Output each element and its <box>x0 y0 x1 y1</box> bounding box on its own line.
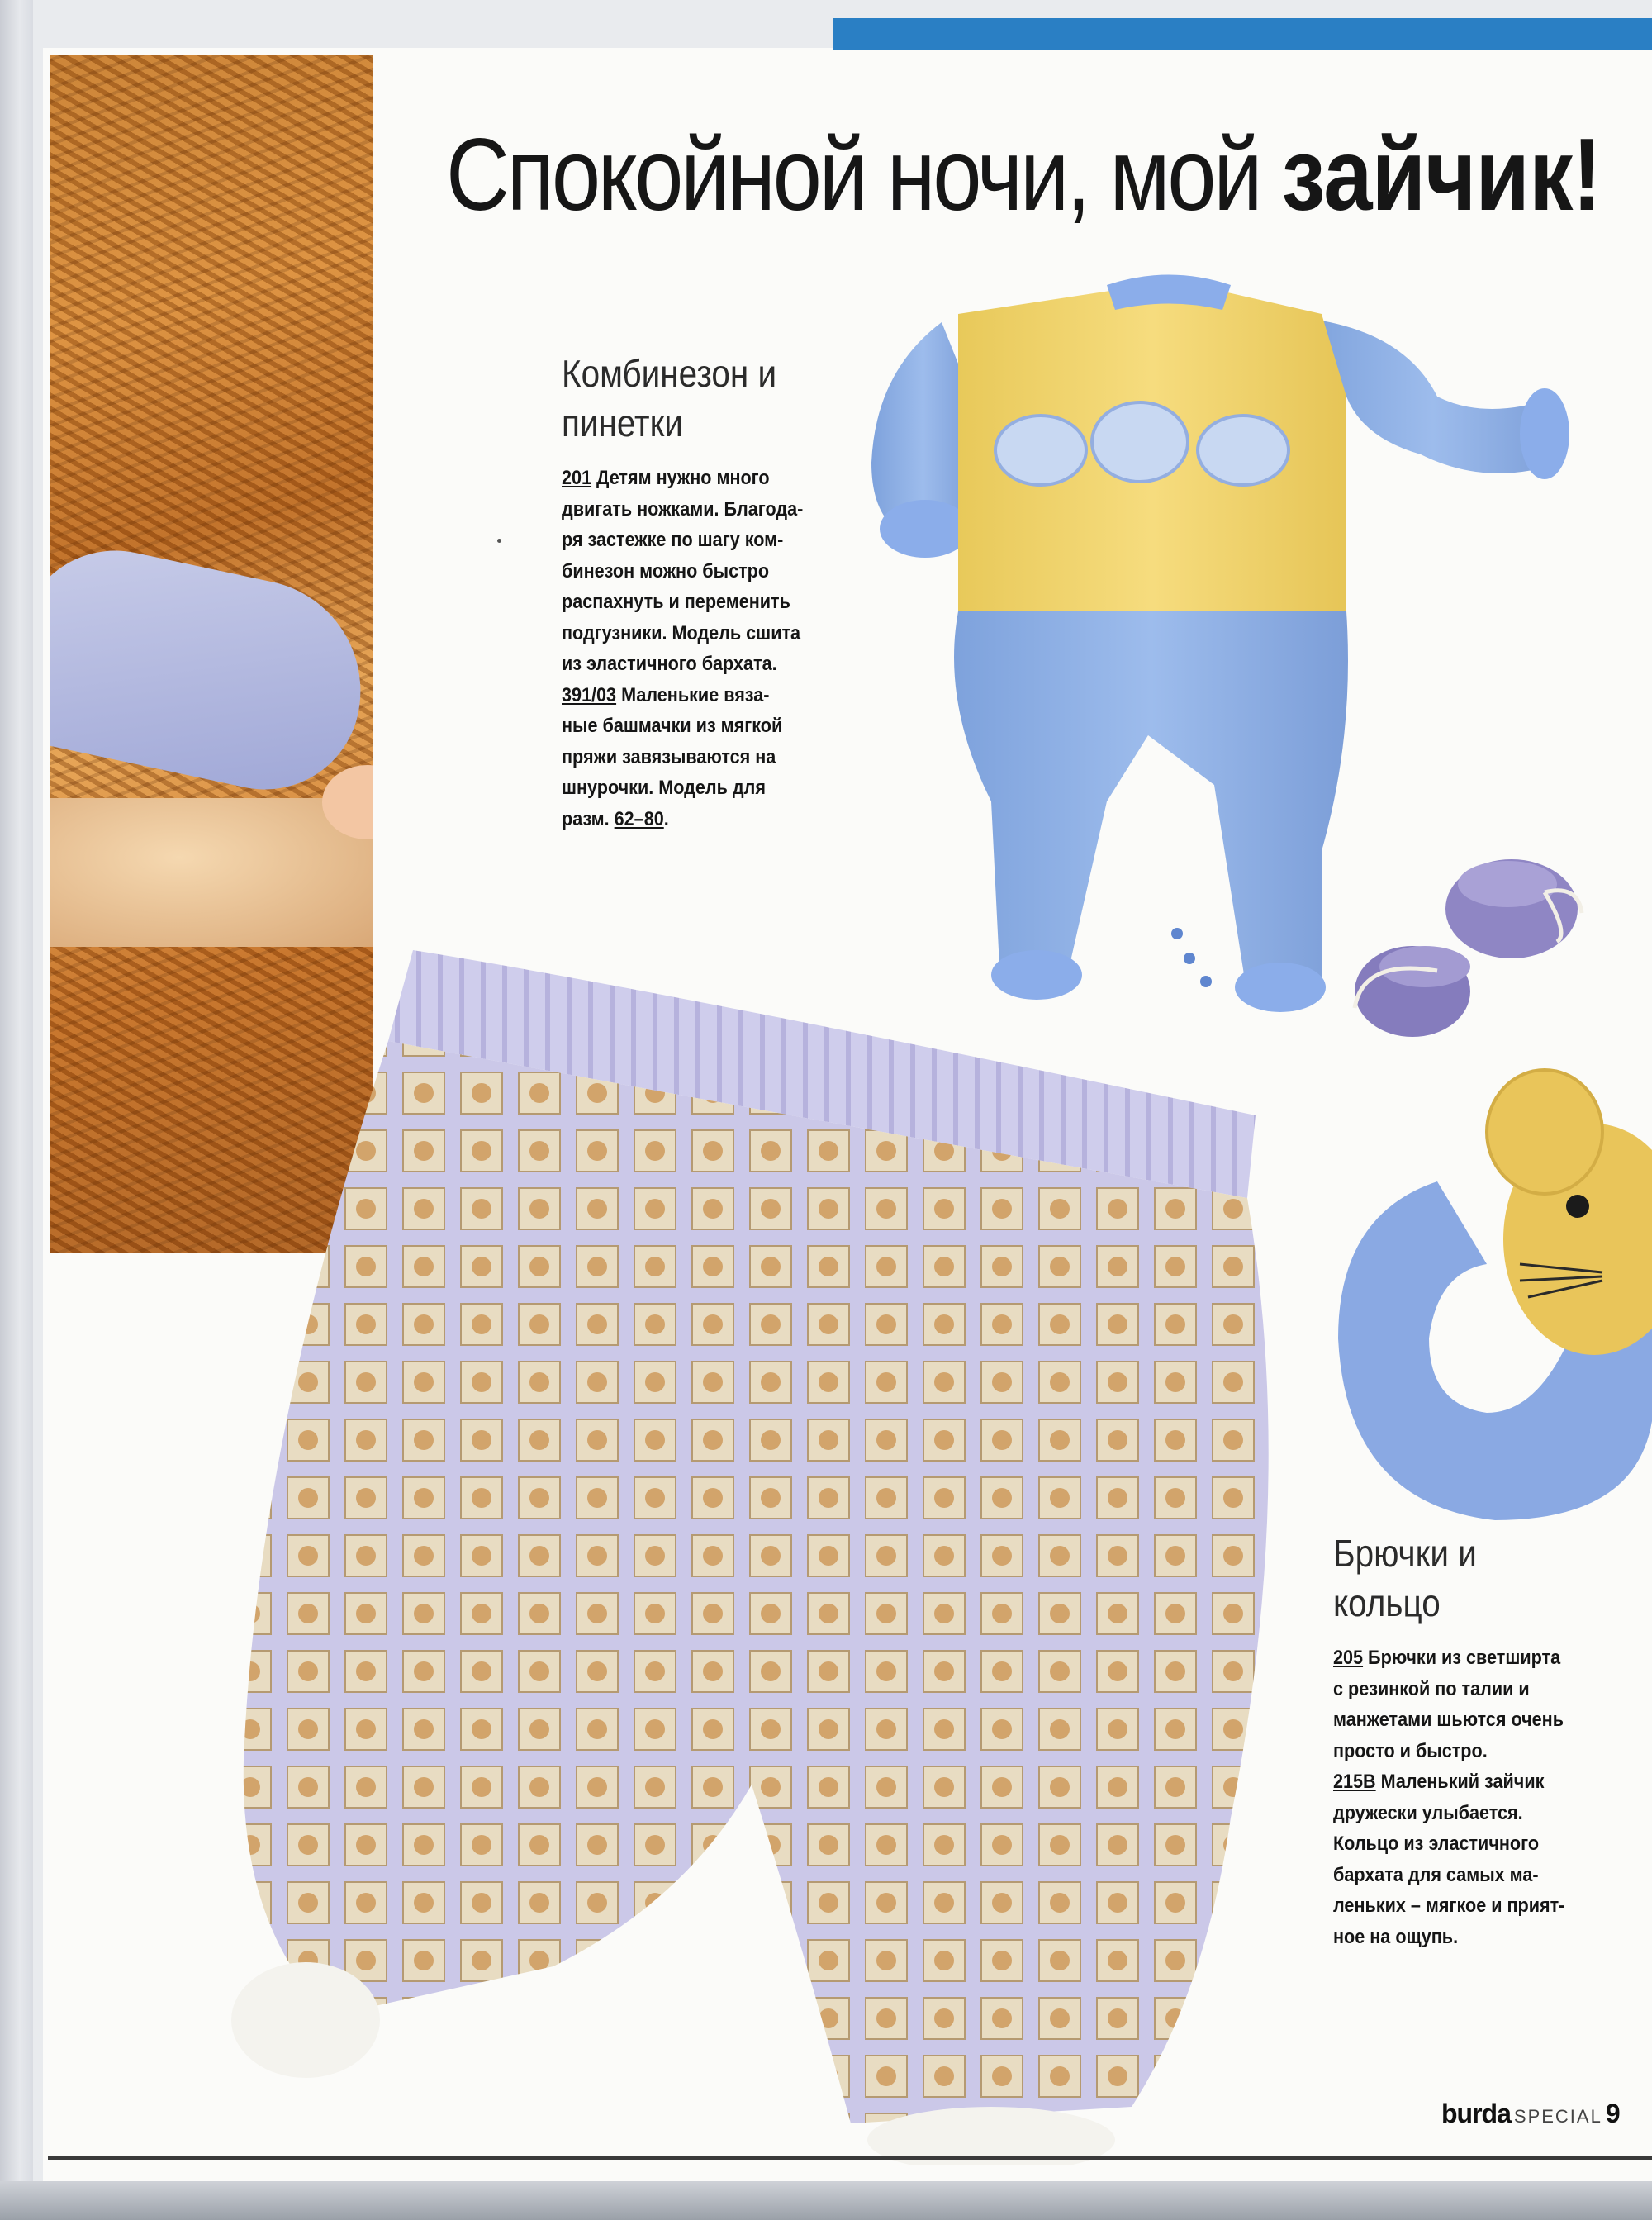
body-line-text: двигать ножками. Благода- <box>562 497 804 521</box>
pants-left-cuff <box>231 1962 380 2078</box>
applique-left <box>995 416 1086 485</box>
scan-edge-bottom <box>0 2181 1652 2220</box>
body-line <box>1333 1704 1578 1736</box>
applique-right <box>1198 416 1289 485</box>
body-line-text: с резинкой по талии и <box>1333 1677 1530 1700</box>
body-line <box>1333 1890 1578 1922</box>
body-line-text: Маленький зайчик <box>1375 1771 1545 1793</box>
romper-body-text <box>562 463 859 834</box>
body-line-text: просто и быстро. <box>1333 1739 1488 1762</box>
pants-body-text <box>1333 1642 1606 1952</box>
body-line <box>562 556 829 587</box>
body-line-text: распахнуть и переменить <box>562 591 790 613</box>
ring-toy-photo <box>1322 1024 1652 1537</box>
body-line-text: леньких – мягкое и прият- <box>1333 1894 1565 1917</box>
body-line <box>562 525 829 556</box>
body-line-text: шнурочки. Модель для <box>562 777 766 799</box>
romper-subhead <box>562 349 824 448</box>
body-line-text: Брючки из светширта <box>1363 1647 1561 1669</box>
body-line <box>562 804 829 835</box>
body-line <box>1333 1922 1578 1953</box>
pants-body <box>244 1041 1269 2123</box>
body-line-text: ные башмачки из мягкой <box>562 715 783 737</box>
body-line <box>562 587 829 618</box>
romper-subhead-line-1: Комбинезон и <box>562 352 777 395</box>
body-line <box>562 618 829 649</box>
page-edge-line <box>48 2156 1652 2160</box>
body-line <box>562 463 829 494</box>
body-line-text: пряжи завязываются на <box>562 745 776 768</box>
bootie-back-cuff <box>1458 861 1557 907</box>
body-line <box>1333 1798 1578 1829</box>
booties-photo <box>1346 834 1594 1049</box>
body-line <box>1333 1642 1578 1674</box>
pants-description <box>1333 1528 1606 1952</box>
page-folio <box>1441 2099 1621 2129</box>
body-line-text: манжетами шьются очень <box>1333 1709 1564 1731</box>
romper-subhead-line-2: пинетки <box>562 402 683 444</box>
size-range: 62–80 <box>614 807 664 830</box>
brand-name: burda <box>1441 2099 1511 2128</box>
romper-description <box>562 349 859 834</box>
accent-bar <box>833 18 1652 50</box>
brand-special: SPECIAL <box>1513 2106 1602 2127</box>
scan-edge-left <box>0 0 33 2220</box>
body-line-tail: . <box>663 807 669 830</box>
body-line <box>1333 1860 1578 1891</box>
mouse-ear <box>1487 1070 1602 1194</box>
romper-left-cuff <box>880 500 971 558</box>
romper-right-cuff <box>1520 388 1569 479</box>
body-line-text: ря застежке по шагу ком- <box>562 529 784 551</box>
title-bold: зайчик! <box>1281 118 1602 232</box>
body-line-text: Кольцо из эластичного <box>1333 1833 1540 1855</box>
page-title <box>446 118 1602 232</box>
body-line-text: ное на ощупь. <box>1333 1925 1459 1948</box>
body-line <box>1333 1828 1578 1860</box>
model-number: 215В <box>1333 1771 1376 1793</box>
body-line <box>1333 1736 1578 1767</box>
romper-legs <box>954 611 1348 996</box>
model-number: 201 <box>562 467 592 489</box>
page-speck <box>497 539 501 543</box>
body-line-text: из эластичного бархата. <box>562 653 777 675</box>
pants-photo <box>223 950 1272 2165</box>
bootie-front-cuff <box>1379 946 1470 987</box>
body-line-text: дружески улыбается. <box>1333 1801 1523 1824</box>
body-line <box>562 680 829 711</box>
body-line-text: разм. <box>562 807 615 830</box>
body-line <box>562 772 829 804</box>
body-line <box>1333 1766 1578 1798</box>
model-number: 205 <box>1333 1647 1364 1669</box>
pants-subhead-line-2: кольцо <box>1333 1581 1441 1624</box>
pants-subhead <box>1333 1528 1573 1628</box>
blanket <box>50 798 373 947</box>
model-number: 391/03 <box>562 683 617 706</box>
body-line-text: Маленькие вяза- <box>616 683 770 706</box>
body-line <box>562 742 829 773</box>
body-line <box>1333 1674 1578 1705</box>
snap-1 <box>1171 928 1183 939</box>
mouse-eye <box>1566 1195 1589 1218</box>
body-line <box>562 711 829 742</box>
pants-subhead-line-1: Брючки и <box>1333 1532 1477 1575</box>
body-line-text: Детям нужно много <box>591 467 770 489</box>
body-line <box>562 649 829 680</box>
applique-center <box>1092 402 1188 482</box>
body-line <box>562 494 829 525</box>
body-line-text: бархата для самых ма- <box>1333 1863 1539 1886</box>
page-number: 9 <box>1605 2099 1621 2128</box>
body-line-text: подгузники. Модель сшита <box>562 621 801 644</box>
title-light: Спокойной ночи, мой <box>446 118 1260 232</box>
body-line-text: бинезон можно быстро <box>562 559 770 582</box>
